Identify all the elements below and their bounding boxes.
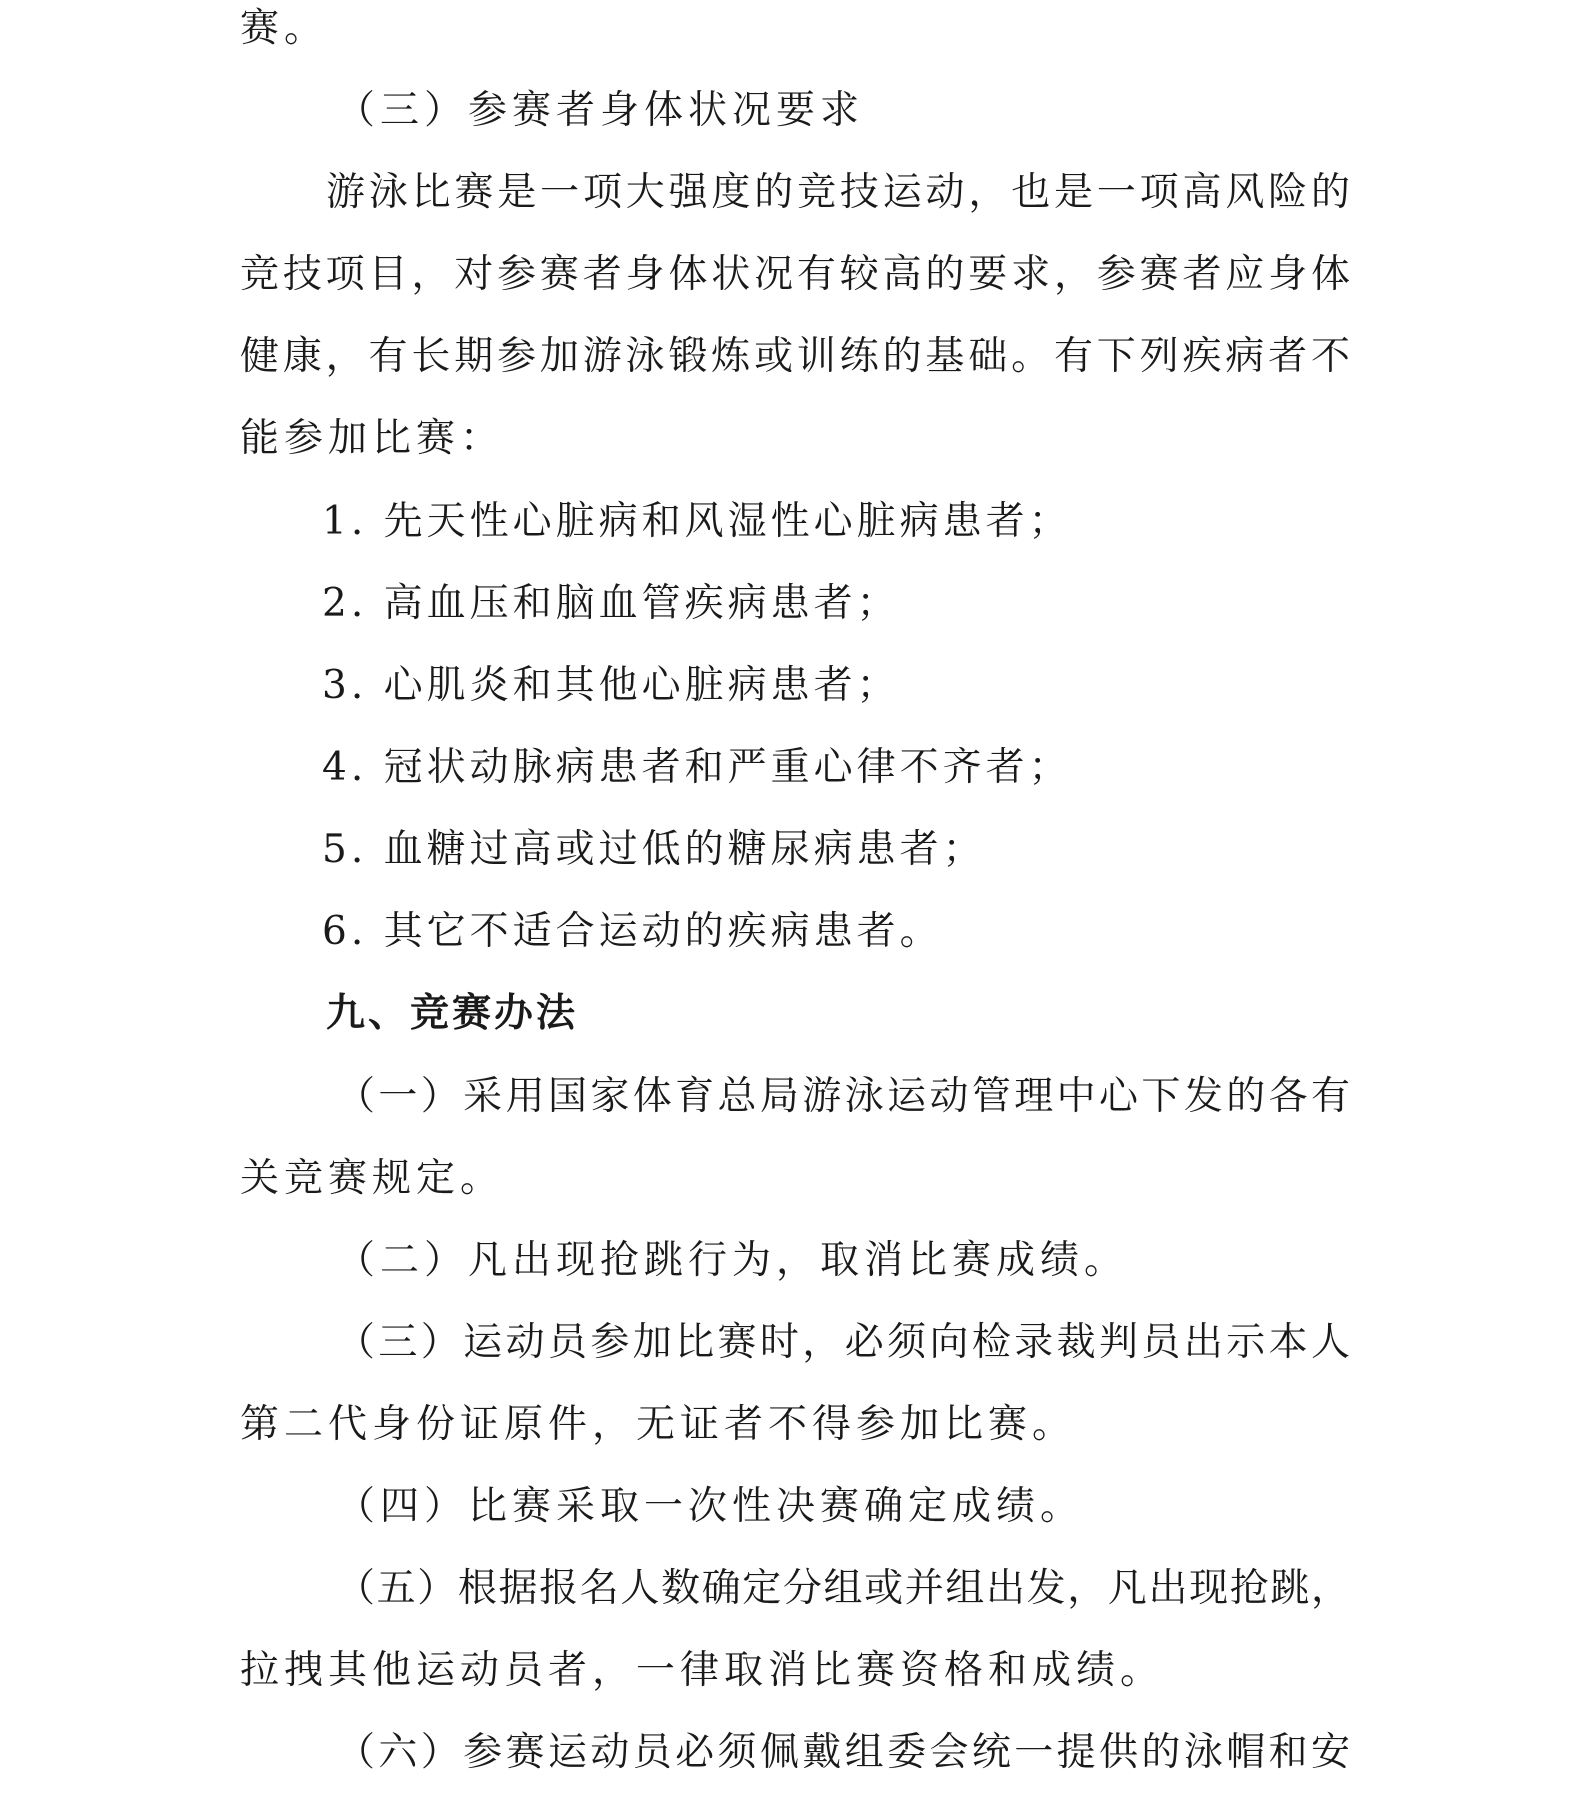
paragraph-line: 第二代身份证原件，无证者不得参加比赛。 bbox=[240, 1402, 1077, 1447]
list-item: 3. 心肌炎和其他心脏病患者； bbox=[322, 663, 900, 708]
list-item: 1. 先天性心脏病和风湿性心脏病患者； bbox=[322, 499, 1072, 544]
paragraph-line: （五）根据报名人数确定分组或并组出发，凡出现抢跳， bbox=[336, 1566, 1350, 1611]
list-item: 2. 高血压和脑血管疾病患者； bbox=[322, 581, 900, 626]
paragraph-line: （二）凡出现抢跳行为，取消比赛成绩。 bbox=[336, 1238, 1129, 1283]
subsection-heading: （三）参赛者身体状况要求 bbox=[336, 88, 865, 133]
list-item: 5. 血糖过高或过低的糖尿病患者； bbox=[322, 827, 986, 872]
list-item: 6. 其它不适合运动的疾病患者。 bbox=[322, 909, 943, 954]
paragraph-line: （六）参赛运动员必须佩戴组委会统一提供的泳帽和安 bbox=[336, 1730, 1350, 1775]
section-heading: 九、竞赛办法 bbox=[326, 991, 579, 1036]
paragraph-line: （一）采用国家体育总局游泳运动管理中心下发的各有 bbox=[336, 1074, 1350, 1119]
paragraph-line: 竞技项目，对参赛者身体状况有较高的要求，参赛者应身体 bbox=[240, 252, 1350, 297]
paragraph-line: 关竞赛规定。 bbox=[240, 1156, 505, 1201]
paragraph-line: （三）运动员参加比赛时，必须向检录裁判员出示本人 bbox=[336, 1320, 1350, 1365]
paragraph-continuation: 赛。 bbox=[240, 6, 329, 51]
list-item: 4. 冠状动脉病患者和严重心律不齐者； bbox=[322, 745, 1072, 790]
paragraph-line: 游泳比赛是一项大强度的竞技运动，也是一项高风险的 bbox=[326, 170, 1350, 215]
paragraph-line: 拉拽其他运动员者，一律取消比赛资格和成绩。 bbox=[240, 1648, 1165, 1693]
paragraph-line: 能参加比赛： bbox=[240, 416, 505, 461]
paragraph-line: 健康，有长期参加游泳锻炼或训练的基础。有下列疾病者不 bbox=[240, 334, 1350, 379]
paragraph-line: （四）比赛采取一次性决赛确定成绩。 bbox=[336, 1484, 1085, 1529]
